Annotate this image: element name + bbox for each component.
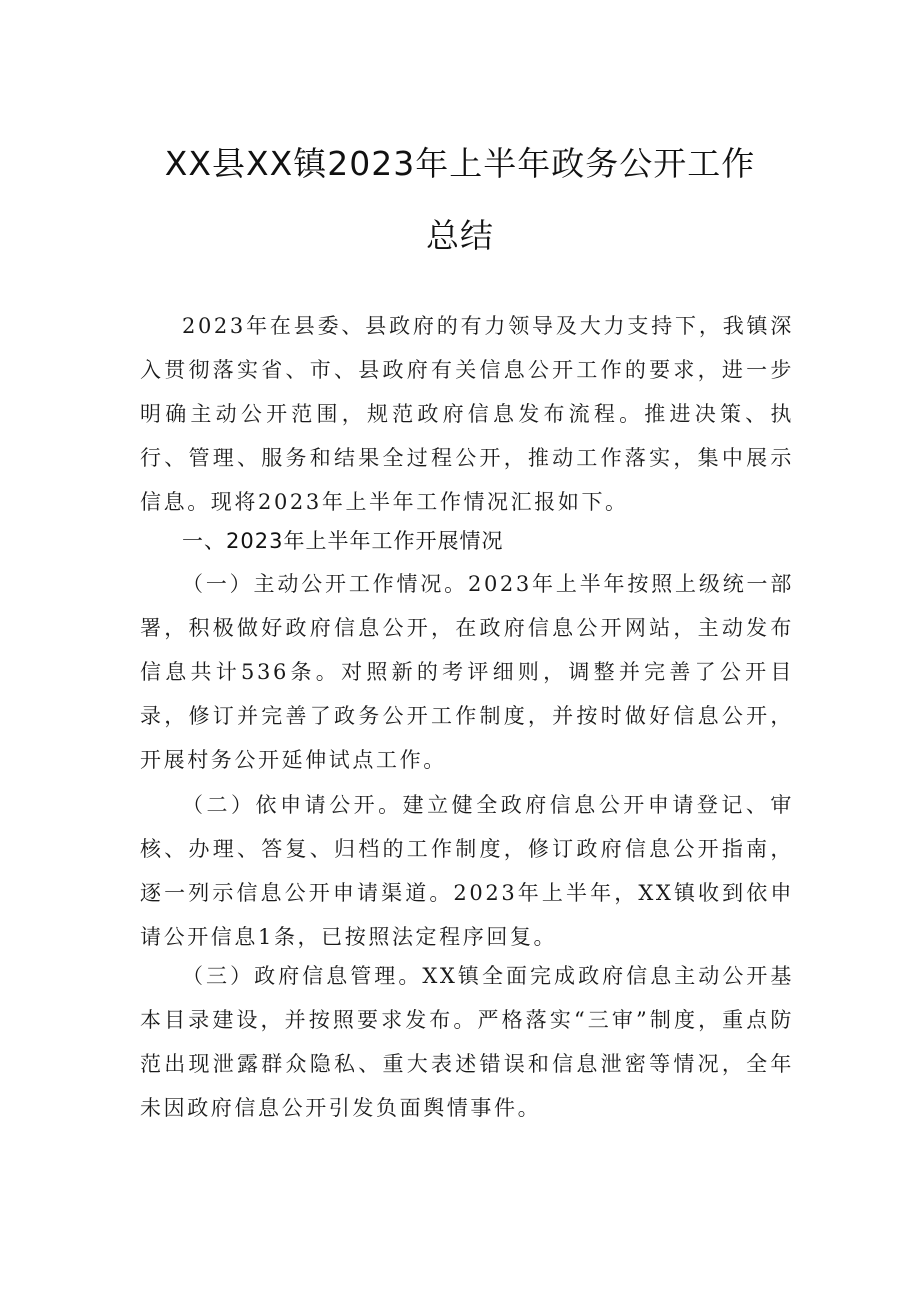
document-title-line-1: XX县XX镇2023年上半年政务公开工作 xyxy=(164,144,756,183)
item-2-paragraph: （二）依申请公开。建立健全政府信息公开申请登记、审核、办理、答复、归档的工作制度，修订政府信息公开指南，逐一列示信息公开申请渠道。2023年上半年，XX镇收到依申请公开信息1条，已按照法定程序回复。 xyxy=(140,793,794,949)
section-1-heading: 一、2023年上半年工作开展情况 xyxy=(182,529,504,553)
intro-paragraph: 2023年在县委、县政府的有力领导及大力支持下，我镇深入贯彻落实省、市、县政府有关信息公开工作的要求，进一步明确主动公开范围，规范政府信息发布流程。推进决策、执行、管理、服务和结果全过程公开，推动工作落实，集中展示信息。现将2023年上半年工作情况汇报如下。 xyxy=(140,314,794,514)
document-title-line-2: 总结 xyxy=(426,216,494,255)
item-3-paragraph: （三）政府信息管理。XX镇全面完成政府信息主动公开基本目录建设，并按照要求发布。严格落实“三审”制度，重点防范出现泄露群众隐私、重大表述错误和信息泄密等情况，全年未因政府信息公开引发负面舆情事件。 xyxy=(140,964,794,1120)
item-1-paragraph: （一）主动公开工作情况。2023年上半年按照上级统一部署，积极做好政府信息公开，在政府信息公开网站，主动发布信息共计536条。对照新的考评细则，调整并完善了公开目录，修订并完善了政务公开工作制度，并按时做好信息公开，开展村务公开延伸试点工作。 xyxy=(140,572,794,772)
